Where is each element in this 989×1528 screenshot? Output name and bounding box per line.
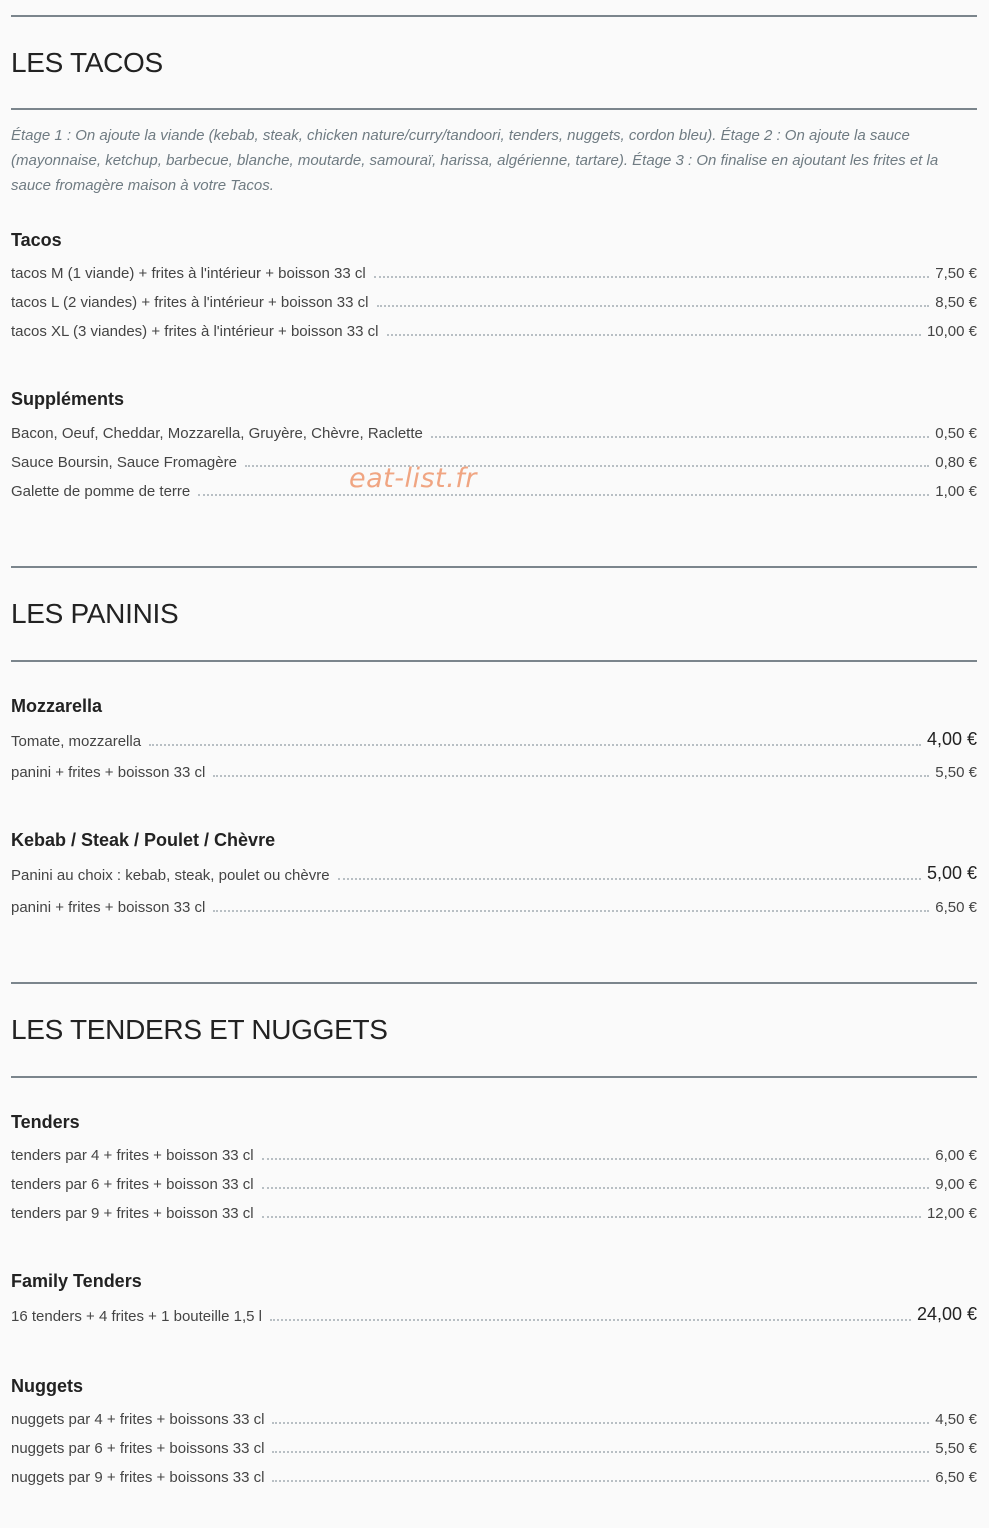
dot-leader (270, 1319, 911, 1321)
group-title-supplements: Suppléments (11, 389, 125, 409)
item-name: nuggets par 6 + frites + boissons 33 cl (11, 1440, 265, 1457)
item-name: Tomate, mozzarella (11, 733, 142, 750)
menu-item (11, 728, 977, 750)
item-name: Panini au choix : kebab, steak, poulet ou chèvre (11, 867, 330, 884)
section-paninis-header (11, 566, 977, 630)
item-price: 6,50 € (935, 899, 977, 916)
dot-leader (262, 1216, 921, 1218)
section-intro: Étage 1 : On ajoute la viande (kebab, steak, chicken nature/curry/tandoori, tenders, nuggets, cordon bleu). Étage 2 : On ajoute la sauce (mayonnaise, ketchup, barbecue, blanche, moutarde, samouraï, harissa, algérienne, tartare). Étage 3 : On finalise en ajoutant les frites et la sauce fromagère maison à votre Tacos. (11, 127, 939, 194)
item-price: 0,50 € (935, 425, 977, 442)
item-price: 12,00 € (926, 1205, 977, 1222)
dot-leader (213, 775, 929, 777)
divider (11, 1076, 977, 1078)
dot-leader (213, 910, 929, 912)
section-title: LES PANINIS (11, 598, 179, 629)
dot-leader (149, 744, 921, 746)
item-price: 9,00 € (935, 1176, 977, 1193)
menu-item (11, 1464, 977, 1486)
group-title-nuggets: Nuggets (11, 1376, 83, 1396)
item-name: tacos M (1 viande) + frites à l'intérieur + boisson 33 cl (11, 265, 366, 282)
item-price: 5,00 € (926, 863, 977, 883)
menu-item (11, 1142, 977, 1164)
menu-item (11, 1200, 977, 1222)
menu-item (11, 318, 977, 340)
item-price: 1,00 € (935, 483, 977, 500)
divider (11, 108, 977, 110)
menu-item (11, 420, 977, 442)
section-tenders-header (11, 982, 977, 1046)
divider (11, 982, 977, 984)
menu-item (11, 449, 977, 471)
item-name: panini + frites + boisson 33 cl (11, 899, 206, 916)
menu-item (11, 1303, 977, 1325)
dot-leader (245, 465, 929, 467)
menu-item (11, 478, 977, 500)
item-name: tenders par 4 + frites + boisson 33 cl (11, 1147, 254, 1164)
dot-leader (262, 1187, 930, 1189)
item-name: tenders par 9 + frites + boisson 33 cl (11, 1205, 254, 1222)
menu-item (11, 1171, 977, 1193)
item-name: Bacon, Oeuf, Cheddar, Mozzarella, Gruyère, Chèvre, Raclette (11, 425, 423, 442)
item-price: 24,00 € (916, 1304, 977, 1324)
dot-leader (431, 436, 929, 438)
menu-item (11, 759, 977, 781)
menu-item (11, 1435, 977, 1457)
item-name: Galette de pomme de terre (11, 483, 191, 500)
watermark-logo: eat-list.fr (349, 463, 477, 494)
item-price: 4,00 € (926, 729, 977, 749)
dot-leader (387, 334, 921, 336)
menu-item (11, 260, 977, 282)
section-title: LES TENDERS ET NUGGETS (11, 1014, 388, 1045)
item-price: 5,50 € (935, 764, 977, 781)
dot-leader (377, 305, 930, 307)
divider (11, 15, 977, 17)
group-title-tenders: Tenders (11, 1112, 80, 1132)
item-name: nuggets par 9 + frites + boissons 33 cl (11, 1469, 265, 1486)
item-name: tenders par 6 + frites + boisson 33 cl (11, 1176, 254, 1193)
menu-item (11, 862, 977, 884)
group-title-mozzarella: Mozzarella (11, 696, 103, 716)
section-title: LES TACOS (11, 47, 163, 78)
menu-item (11, 894, 977, 916)
group-title-kebab: Kebab / Steak / Poulet / Chèvre (11, 830, 276, 850)
item-price: 6,00 € (935, 1147, 977, 1164)
item-price: 4,50 € (935, 1411, 977, 1428)
item-price: 10,00 € (926, 323, 977, 340)
dot-leader (338, 878, 921, 880)
divider (11, 566, 977, 568)
dot-leader (198, 494, 929, 496)
dot-leader (272, 1451, 929, 1453)
item-name: Sauce Boursin, Sauce Fromagère (11, 454, 237, 471)
item-name: nuggets par 4 + frites + boissons 33 cl (11, 1411, 265, 1428)
dot-leader (262, 1158, 930, 1160)
menu-item (11, 1406, 977, 1428)
group-title-family-tenders: Family Tenders (11, 1271, 142, 1291)
dot-leader (272, 1422, 929, 1424)
group-title-tacos: Tacos (11, 230, 62, 250)
dot-leader (374, 276, 930, 278)
item-name: tacos XL (3 viandes) + frites à l'intérieur + boisson 33 cl (11, 323, 379, 340)
menu-item (11, 289, 977, 311)
item-name: panini + frites + boisson 33 cl (11, 764, 206, 781)
section-tacos-header (11, 15, 977, 79)
item-name: 16 tenders + 4 frites + 1 bouteille 1,5 l (11, 1308, 262, 1325)
item-name: tacos L (2 viandes) + frites à l'intérieur + boisson 33 cl (11, 294, 369, 311)
item-price: 7,50 € (935, 265, 977, 282)
item-price: 5,50 € (935, 1440, 977, 1457)
dot-leader (272, 1480, 929, 1482)
divider (11, 660, 977, 662)
item-price: 8,50 € (935, 294, 977, 311)
item-price: 6,50 € (935, 1469, 977, 1486)
item-price: 0,80 € (935, 454, 977, 471)
